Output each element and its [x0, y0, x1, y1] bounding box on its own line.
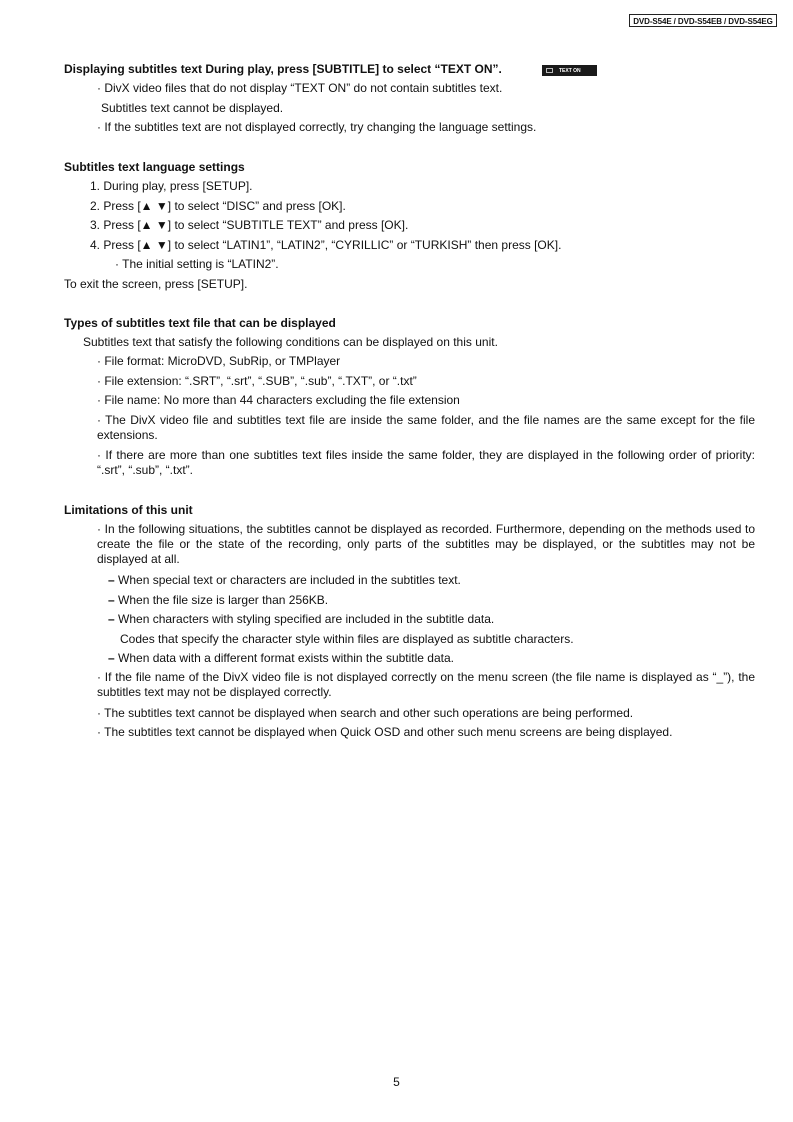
- bullet-text: · The subtitles text cannot be displayed when search and other such operations are being performed.: [97, 706, 634, 720]
- step-note: · The initial setting is “LATIN2”.: [115, 257, 279, 271]
- section-heading-language-settings: Subtitles text language settings: [64, 160, 245, 174]
- dash-item-text: When special text or characters are included in the subtitles text.: [118, 573, 461, 587]
- dash-item-text: When data with a different format exists within the subtitle data.: [118, 651, 454, 665]
- dash-mark: –: [108, 651, 115, 665]
- bullet-continuation: Subtitles text cannot be displayed.: [101, 101, 284, 115]
- text-on-osd-image: [542, 65, 597, 76]
- dash-item-text: When the file size is larger than 256KB.: [118, 593, 329, 607]
- dash-item: [108, 612, 494, 627]
- section-heading-limitations: Limitations of this unit: [64, 503, 193, 517]
- step-3: 3. Press [▲ ▼] to select “SUBTITLE TEXT” and press [OK].: [90, 218, 409, 232]
- osd-label: TEXT ON: [559, 67, 581, 74]
- dash-item: [108, 593, 328, 608]
- page-number: 5: [393, 1075, 400, 1089]
- bullet-text: · DivX video files that do not display “TEXT ON” do not contain subtitles text.: [97, 81, 503, 95]
- step-1: 1. During play, press [SETUP].: [90, 179, 253, 193]
- section-heading-displaying-subtitles: Displaying subtitles text During play, press [SUBTITLE] to select “TEXT ON”.: [64, 62, 502, 76]
- exit-instruction: To exit the screen, press [SETUP].: [64, 277, 248, 291]
- bullet-text: · File format: MicroDVD, SubRip, or TMPlayer: [97, 354, 341, 368]
- dash-mark: –: [108, 612, 115, 626]
- bullet-text: · In the following situations, the subtitles cannot be displayed as recorded. Furthermore, depending on the methods used to create the file or the state of the recording, only parts of the subtitles may be displayed, or the subtitles may not be displayed at all.: [97, 522, 755, 566]
- dash-item-continuation: Codes that specify the character style within files are displayed as subtitle characters.: [120, 632, 574, 646]
- subtitle-icon: [546, 68, 553, 73]
- bullet-text: · File extension: “.SRT”, “.srt”, “.SUB”, “.sub”, “.TXT”, or “.txt”: [97, 374, 417, 388]
- dash-item: [108, 573, 461, 588]
- bullet-text: · If the subtitles text are not displayed correctly, try changing the language settings.: [97, 120, 537, 134]
- section-heading-file-types: Types of subtitles text file that can be displayed: [64, 316, 336, 330]
- model-number-header: DVD-S54E / DVD-S54EB / DVD-S54EG: [629, 14, 777, 27]
- dash-item: [108, 651, 454, 666]
- step-2: 2. Press [▲ ▼] to select “DISC” and press [OK].: [90, 199, 346, 213]
- bullet-text: · File name: No more than 44 characters excluding the file extension: [97, 393, 460, 407]
- bullet-text: · If there are more than one subtitles text files inside the same folder, they are displayed in the following order of priority: “.srt”, “.sub”, “.txt”.: [97, 448, 755, 477]
- step-4: 4. Press [▲ ▼] to select “LATIN1”, “LATIN2”, “CYRILLIC” or “TURKISH” then press [OK].: [90, 238, 562, 252]
- dash-mark: –: [108, 573, 115, 587]
- dash-item-text: When characters with styling specified are included in the subtitle data.: [118, 612, 495, 626]
- section-intro: Subtitles text that satisfy the following conditions can be displayed on this unit.: [83, 335, 498, 349]
- bullet-text: · If the file name of the DivX video file is not displayed correctly on the menu screen (the file name is displayed as “_”), the subtitles text may not be displayed correctly.: [97, 670, 755, 699]
- bullet-text: · The DivX video file and subtitles text file are inside the same folder, and the file names are the same except for the file extensions.: [97, 413, 755, 442]
- bullet-text: · The subtitles text cannot be displayed when Quick OSD and other such menu screens are being displayed.: [97, 725, 673, 739]
- dash-mark: –: [108, 593, 115, 607]
